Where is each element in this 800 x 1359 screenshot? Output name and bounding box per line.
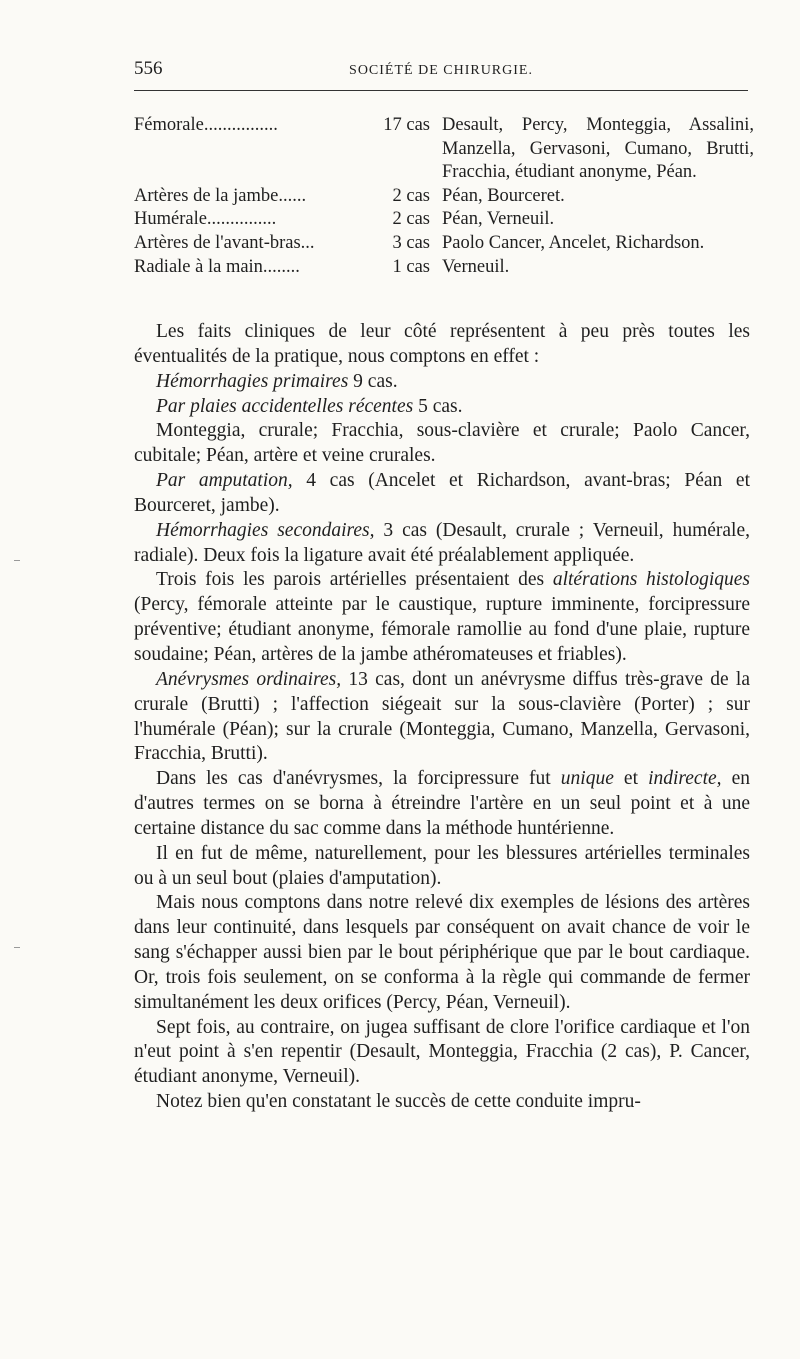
artery-cell: Radiale à la main........ xyxy=(134,256,300,277)
paragraph: Par amputation, 4 cas (Ancelet et Richardson, avant-bras; Péan et Bourceret, jambe). xyxy=(134,470,750,516)
body-text xyxy=(134,320,750,1115)
page-number: 556 xyxy=(134,58,163,79)
cases-cell: 1 cas xyxy=(392,256,430,277)
paragraph: Les faits cliniques de leur côté représentent à peu près toutes les éventualités de la pratique, nous comptons en effet : xyxy=(134,321,750,367)
cases-cell: 17 cas xyxy=(383,115,430,135)
authors-cell: Péan, Verneuil. xyxy=(442,209,555,230)
cases-cell: 2 cas xyxy=(392,209,430,230)
table-row xyxy=(134,185,754,209)
artery-cell: Artères de la jambe...... xyxy=(134,185,307,206)
paragraph: Sept fois, au contraire, on jugea suffisant de clore l'orifice cardiaque et l'on n'eut point à s'en repentir (Desault, Monteggia, Fracchia (2 cas), P. Cancer, étudiant anonyme, Verneuil). xyxy=(134,1016,750,1088)
cases-cell: 2 cas xyxy=(392,185,430,206)
paragraph: Hémorrhagies secondaires, 3 cas (Desault, crurale ; Verneuil, humérale, radiale). Deux fois la ligature avait été préalablement appliquée. xyxy=(134,519,750,566)
paragraph: Monteggia, crurale; Fracchia, sous-clavière et crurale; Paolo Cancer, cubitale; Péan, artère et veine crurales. xyxy=(134,420,750,467)
table-row xyxy=(134,256,754,280)
paragraph: Trois fois les parois artérielles présentaient des altérations histologiques (Percy, fémorale atteinte par le caustique, rupture imminente, forcipressure préventive; étudiant anonyme, fémorale ramollie au fond d'une plaie, rupture soudaine; Péan, artères de la jambe athéromateuses et friables). xyxy=(134,569,750,665)
paragraph: Mais nous comptons dans notre relevé dix exemples de lésions des artères dans leur continuité, dans lesquels par conséquent on avait chance de voir le sang s'échapper aussi bien par le bout périphérique que par le bout cardiaque. Or, trois fois seulement, on se conforma à la règle qui commande de fermer simultanément les deux orifices (Percy, Péan, Verneuil). xyxy=(134,892,750,1013)
running-title: SOCIÉTÉ DE CHIRURGIE. xyxy=(349,63,533,78)
artery-cell: Fémorale................ xyxy=(134,115,278,135)
cases-table xyxy=(134,114,754,279)
page-header xyxy=(134,58,748,91)
table-row xyxy=(134,208,754,232)
paragraph: Il en fut de même, naturellement, pour les blessures artérielles terminales ou à un seul bout (plaies d'amputation). xyxy=(134,842,750,889)
artery-cell: Humérale............... xyxy=(134,209,277,230)
authors-cell: Paolo Cancer, Ancelet, Richardson. xyxy=(442,232,705,253)
authors-cell: Verneuil. xyxy=(442,256,510,277)
margin-mark xyxy=(14,947,20,948)
paragraph: Dans les cas d'anévrysmes, la forcipressure fut unique et indirecte, en d'autres termes on se borna à étreindre l'artère en un seul point et à une certaine distance du sac comme dans la méthode huntérienne. xyxy=(134,768,750,839)
margin-mark xyxy=(14,560,20,561)
authors-cell: Péan, Bourceret. xyxy=(442,185,565,206)
paragraph: Par plaies accidentelles récentes 5 cas. xyxy=(156,395,463,417)
authors-cell: Desault, Percy, Monteggia, Assalini, Manzella, Gervasoni, Cumano, Brutti, Fracchia, étudiant anonyme, Péan. xyxy=(442,115,754,183)
paragraph: Hémorrhagies primaires 9 cas. xyxy=(156,370,398,392)
artery-cell: Artères de l'avant-bras... xyxy=(134,232,315,253)
paragraph: Anévrysmes ordinaires, 13 cas, dont un anévrysme diffus très-grave de la crurale (Brutti) ; l'affection siégeait sur la sous-clavière (Porter) ; sur l'humérale (Péan); sur la crurale (Monteggia, Cumano, Manzella, Gervasoni, Fracchia, Brutti). xyxy=(134,668,750,765)
table-row xyxy=(134,232,754,256)
table-row xyxy=(134,114,754,185)
paragraph: Notez bien qu'en constatant le succès de cette conduite impru- xyxy=(156,1091,641,1113)
cases-cell: 3 cas xyxy=(392,232,430,253)
